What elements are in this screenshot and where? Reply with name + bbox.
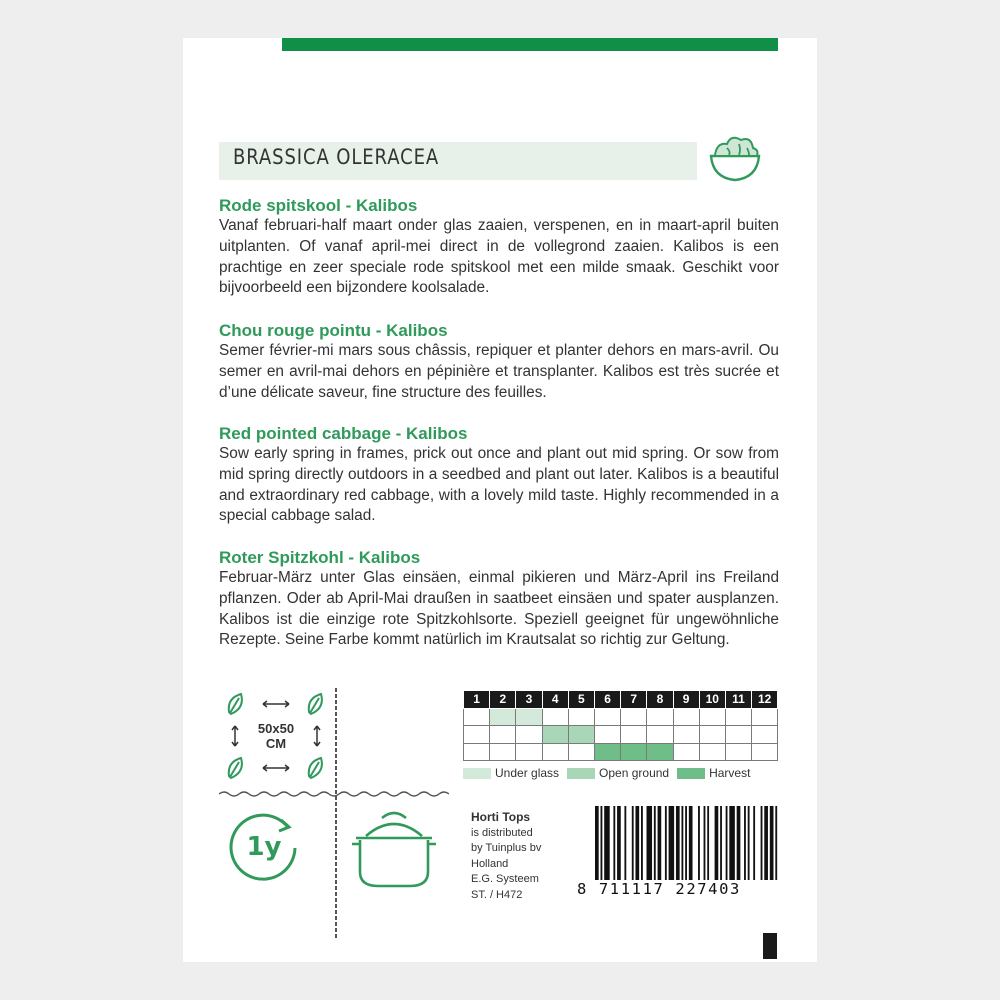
calendar-cell: [673, 726, 699, 744]
calendar-cell: [594, 743, 620, 761]
legend-harvest: [677, 766, 750, 780]
section-french: [219, 321, 779, 403]
section-german: [219, 548, 779, 651]
calendar-cell: [490, 726, 516, 744]
calendar-cell: [725, 726, 751, 744]
calendar-cell: [699, 726, 725, 744]
calendar-cell: [725, 708, 751, 726]
calendar-row-harvest: [464, 743, 778, 761]
calendar-month: 5: [568, 691, 594, 709]
calendar-cell: [699, 743, 725, 761]
distributor-line: E.G. Systeem: [471, 873, 539, 885]
section-title: Red pointed cabbage - Kalibos: [219, 424, 468, 443]
section-title: Chou rouge pointu - Kalibos: [219, 321, 448, 340]
barcode-bar: [647, 806, 653, 880]
barcode-bar: [753, 806, 755, 880]
barcode-bar: [737, 806, 741, 880]
calendar-cell: [699, 708, 725, 726]
barcode-bar: [764, 806, 768, 880]
calendar-cell: [647, 743, 673, 761]
calendar-month: 7: [621, 691, 647, 709]
barcode-bar: [617, 806, 621, 880]
legend-label: Under glass: [495, 766, 560, 780]
registration-mark: [763, 933, 777, 959]
calendar-cell: [490, 708, 516, 726]
calendar-cell: [542, 708, 568, 726]
brand-name: Horti Tops: [471, 810, 531, 824]
distributor-line: is distributed: [471, 826, 533, 839]
calendar-cell: [568, 726, 594, 744]
divider-vertical: [335, 688, 337, 938]
legend-swatch-harvest: [677, 768, 705, 779]
cooking-pot-icon: [348, 806, 440, 892]
calendar-cell: [673, 743, 699, 761]
calendar-cell: [621, 726, 647, 744]
distributor-line: ST. / H472: [471, 888, 523, 901]
calendar-month: 4: [542, 691, 568, 709]
calendar-cell: [752, 743, 778, 761]
calendar-month: 9: [673, 691, 699, 709]
calendar-cell: [464, 726, 490, 744]
species-name: BRASSICA OLERACEA: [233, 145, 440, 169]
barcode-bar: [658, 806, 662, 880]
calendar-month: 2: [490, 691, 516, 709]
calendar-cell: [594, 726, 620, 744]
distributor-line: by Tuinplus bv: [471, 842, 542, 854]
legend-swatch-open-ground: [567, 768, 595, 779]
salad-bowl-icon: [703, 126, 767, 190]
sowing-calendar: [463, 690, 778, 761]
calendar-cell: [752, 726, 778, 744]
barcode-bar: [601, 806, 603, 880]
calendar-cell: [621, 743, 647, 761]
section-title: Roter Spitzkohl - Kalibos: [219, 548, 421, 567]
barcode-bar: [715, 806, 719, 880]
calendar-legend: [463, 766, 758, 780]
top-green-bar: [282, 38, 778, 51]
barcode-bar: [744, 806, 746, 880]
barcode-bar: [707, 806, 709, 880]
calendar-cell: [516, 708, 542, 726]
barcode-bar: [726, 806, 728, 880]
section-title: Rode spitskool - Kalibos: [219, 196, 418, 215]
barcode-bar: [665, 806, 667, 880]
divider-wavy: [219, 790, 449, 798]
barcode-bar: [748, 806, 750, 880]
calendar-cell: [568, 708, 594, 726]
legend-swatch-under-glass: [463, 768, 491, 779]
barcode-bar: [676, 806, 680, 880]
barcode-bar: [704, 806, 706, 880]
barcode-bar: [604, 806, 610, 880]
barcode-bar: [624, 806, 626, 880]
calendar-row-under-glass: [464, 708, 778, 726]
calendar-month: 11: [725, 691, 751, 709]
barcode-bar: [654, 806, 656, 880]
calendar-cell: [568, 743, 594, 761]
barcode-bar: [729, 806, 735, 880]
barcode-bar: [641, 806, 643, 880]
calendar-cell: [725, 743, 751, 761]
legend-label: Open ground: [599, 766, 670, 780]
section-dutch: [219, 196, 779, 299]
legend-open-ground: [567, 766, 669, 780]
calendar-cell: [464, 708, 490, 726]
barcode-bar: [775, 806, 777, 880]
barcode-bar: [595, 806, 599, 880]
section-english: [219, 424, 779, 527]
calendar-cell: [516, 726, 542, 744]
barcode-bar: [632, 806, 634, 880]
calendar-month: 3: [516, 691, 542, 709]
barcode-bar: [613, 806, 615, 880]
calendar-cell: [516, 743, 542, 761]
calendar-month-row: [464, 691, 778, 709]
legend-label: Harvest: [709, 766, 751, 780]
calendar-cell: [490, 743, 516, 761]
seed-packet-back: [183, 38, 817, 962]
calendar-cell: [542, 743, 568, 761]
barcode-bar: [669, 806, 675, 880]
calendar-row-open-ground: [464, 726, 778, 744]
plant-spacing-icon: [221, 690, 331, 782]
barcode-number: 8 711117 227403: [577, 880, 741, 898]
calendar-month: 12: [752, 691, 778, 709]
calendar-cell: [621, 708, 647, 726]
calendar-month: 6: [594, 691, 620, 709]
annual-cycle-icon: [225, 808, 303, 886]
section-text: Februar-März unter Glas einsäen, einmal pikieren und März-April ins Freiland pflanzen. Oder ab April-Mai draußen in saatbeet einsäen und spater ausplanzen. Kalibos ist die einzige rote Spitzkohlsorte. Speziell geeignet für ungewöhnliche Rezepte. Seine Farbe kommt natürlich im Krautsalat so richtig zur Geltung.: [219, 569, 779, 649]
barcode-bar: [635, 806, 639, 880]
calendar-month: 10: [699, 691, 725, 709]
calendar-cell: [647, 726, 673, 744]
calendar-month: 1: [464, 691, 490, 709]
barcode-bar: [698, 806, 700, 880]
distributor-line: Holland: [471, 857, 509, 870]
cycle-label: 1y: [246, 832, 282, 862]
legend-under-glass: [463, 766, 559, 780]
barcode-bar: [761, 806, 763, 880]
distributor-info: [471, 810, 541, 903]
calendar-cell: [594, 708, 620, 726]
calendar-cell: [542, 726, 568, 744]
calendar-cell: [464, 743, 490, 761]
section-text: Semer février-mi mars sous châssis, repiquer et planter dehors en mars-avril. Ou semer en avril-mai dehors en pépinière et transplanter. Kalibos est très sucrée et d’une délicate saveur, fine structure des feuilles.: [219, 342, 779, 401]
spacing-unit: CM: [265, 736, 287, 751]
barcode-bar: [685, 806, 687, 880]
barcode-bar: [720, 806, 722, 880]
barcode-bar: [681, 806, 683, 880]
spacing-value: 50x50: [257, 721, 295, 736]
barcode-bar: [689, 806, 693, 880]
section-text: Vanaf februari-half maart onder glas zaaien, verspenen, en in maart-april buiten uitplanten. Of vanaf april-mei direct in de vollegrond zaaien. Kalibos is een prachtige en zeer speciale rode spitskool met een milde smaak. Geschikt voor bijvoorbeeld een bijzondere koolsalade.: [219, 217, 779, 297]
calendar-cell: [647, 708, 673, 726]
barcode: [595, 806, 779, 880]
calendar-month: 8: [647, 691, 673, 709]
calendar-cell: [752, 708, 778, 726]
calendar-cell: [673, 708, 699, 726]
barcode-bar: [770, 806, 774, 880]
section-text: Sow early spring in frames, prick out once and plant out mid spring. Or sow from mid spring directly outdoors in a seedbed and plant out later. Kalibos is a beautiful and extraordinary red cabbage, with a lovely mild taste. Highly recommended in a special cabbage salad.: [219, 445, 779, 525]
